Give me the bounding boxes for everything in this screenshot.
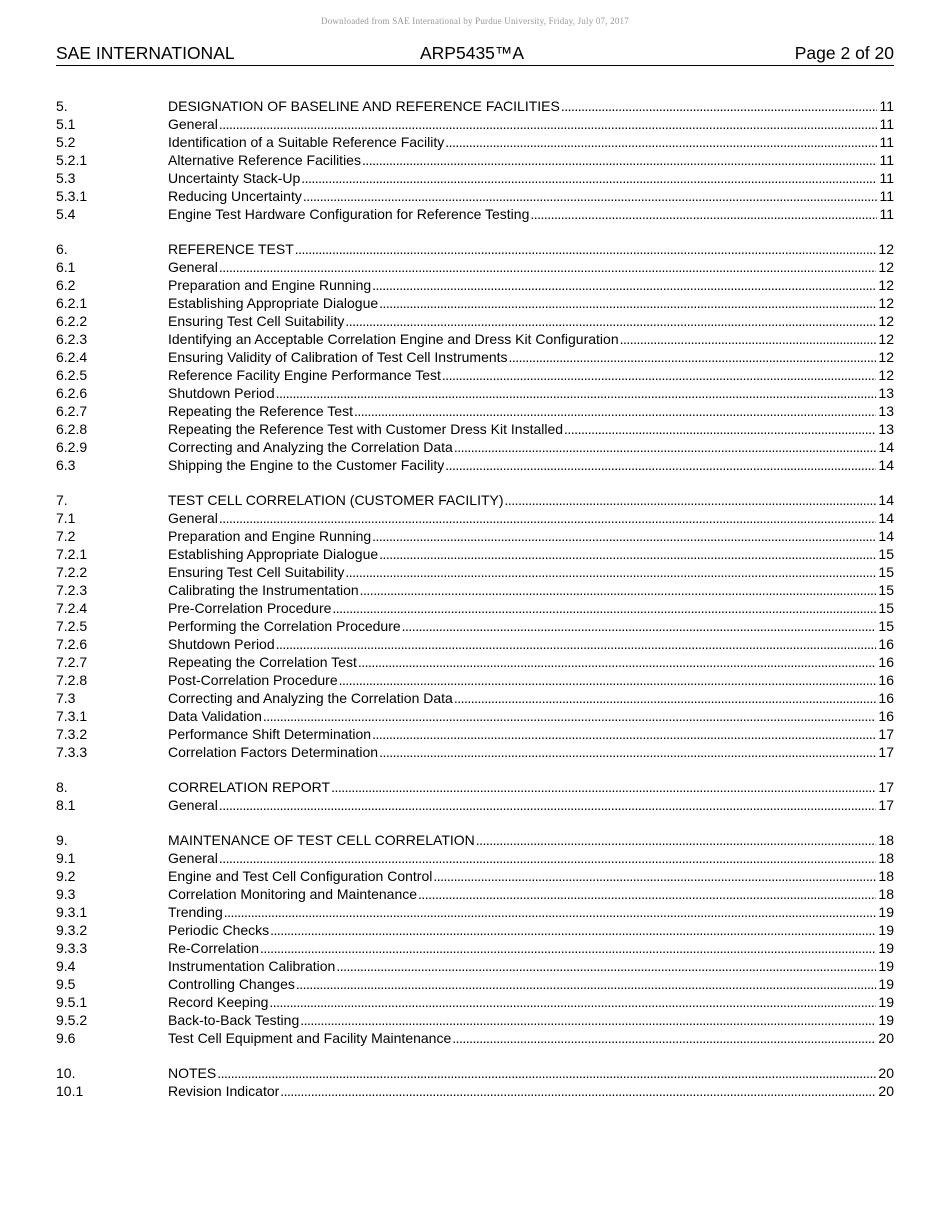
- toc-entry-title: Identification of a Suitable Reference Facility: [168, 134, 445, 150]
- toc-dot-leader: [362, 151, 877, 169]
- download-watermark: Downloaded from SAE International by Purdue University, Friday, July 07, 2017: [321, 16, 629, 26]
- toc-entry-title: Data Validation: [168, 708, 262, 724]
- toc-entry[interactable]: [56, 867, 894, 885]
- toc-entry-number: 6.1: [56, 259, 76, 275]
- toc-dot-leader: [402, 617, 877, 635]
- toc-entry-number: 9.3.1: [56, 904, 88, 920]
- toc-entry-page: 14: [878, 492, 894, 508]
- toc-entry-page: 17: [878, 744, 894, 760]
- toc-entry-number: 7.1: [56, 510, 76, 526]
- toc-entry-number: 6.: [56, 241, 68, 257]
- toc-entry-page: 16: [878, 708, 894, 724]
- toc-entry-page: 11: [879, 98, 894, 114]
- toc-entry-page: 13: [878, 421, 894, 437]
- toc-entry-title: Ensuring Test Cell Suitability: [168, 564, 345, 580]
- toc-entry-number: 7.2.2: [56, 564, 88, 580]
- toc-entry[interactable]: [56, 312, 894, 330]
- toc-entry-title: General: [168, 797, 218, 813]
- toc-entry-title: Correlation Monitoring and Maintenance: [168, 886, 418, 902]
- toc-entry-title: Periodic Checks: [168, 922, 270, 938]
- toc-dot-leader: [296, 975, 877, 993]
- toc-entry-page: 14: [878, 510, 894, 526]
- toc-entry[interactable]: [56, 97, 894, 115]
- toc-entry-page: 20: [878, 1065, 894, 1081]
- toc-entry[interactable]: [56, 993, 894, 1011]
- toc-entry-number: 9.5: [56, 976, 76, 992]
- toc-entry[interactable]: [56, 527, 894, 545]
- toc-entry-title: General: [168, 259, 218, 275]
- toc-section: [56, 778, 894, 814]
- toc-entry-number: 5.4: [56, 206, 76, 222]
- toc-dot-leader: [561, 97, 878, 115]
- toc-entry[interactable]: [56, 581, 894, 599]
- toc-section: [56, 240, 894, 474]
- toc-entry-page: 11: [879, 116, 894, 132]
- toc-dot-leader: [360, 581, 877, 599]
- toc-entry-number: 6.2.1: [56, 295, 88, 311]
- toc-entry[interactable]: [56, 903, 894, 921]
- toc-dot-leader: [379, 743, 876, 761]
- toc-entry-number: 9.6: [56, 1030, 76, 1046]
- toc-entry[interactable]: [56, 689, 894, 707]
- toc-entry-page: 11: [879, 170, 894, 186]
- toc-entry[interactable]: [56, 599, 894, 617]
- toc-entry-page: 19: [878, 976, 894, 992]
- toc-entry-page: 11: [879, 152, 894, 168]
- toc-entry-page: 20: [878, 1030, 894, 1046]
- toc-dot-leader: [219, 509, 877, 527]
- toc-entry-title: Test Cell Equipment and Facility Maintenance: [168, 1030, 452, 1046]
- toc-entry-number: 9.3.3: [56, 940, 88, 956]
- toc-dot-leader: [331, 778, 876, 796]
- toc-dot-leader: [336, 957, 876, 975]
- toc-entry-title: Repeating the Reference Test with Customer Dress Kit Installed: [168, 421, 564, 437]
- toc-entry-page: 19: [878, 1012, 894, 1028]
- toc-section: [56, 97, 894, 223]
- toc-entry-page: 19: [878, 958, 894, 974]
- toc-entry[interactable]: [56, 707, 894, 725]
- toc-dot-leader: [505, 491, 877, 509]
- toc-dot-leader: [620, 330, 877, 348]
- toc-entry-title: General: [168, 510, 218, 526]
- toc-entry-page: 18: [878, 832, 894, 848]
- toc-entry-number: 6.2.4: [56, 349, 88, 365]
- toc-entry[interactable]: [56, 778, 894, 796]
- toc-entry-page: 14: [878, 457, 894, 473]
- toc-entry-page: 15: [878, 582, 894, 598]
- toc-entry-title: Shutdown Period: [168, 385, 275, 401]
- toc-entry-page: 15: [878, 546, 894, 562]
- toc-entry-number: 6.2: [56, 277, 76, 293]
- toc-entry-page: 13: [878, 403, 894, 419]
- toc-entry-page: 15: [878, 600, 894, 616]
- toc-entry[interactable]: [56, 420, 894, 438]
- toc-entry-page: 12: [878, 349, 894, 365]
- toc-entry[interactable]: [56, 1011, 894, 1029]
- toc-entry[interactable]: [56, 957, 894, 975]
- toc-entry-title: Performance Shift Determination: [168, 726, 372, 742]
- toc-entry[interactable]: [56, 115, 894, 133]
- toc-entry-number: 9.5.2: [56, 1012, 88, 1028]
- toc-entry-number: 6.2.6: [56, 385, 88, 401]
- toc-entry-number: 7.2.6: [56, 636, 88, 652]
- toc-entry-number: 9.1: [56, 850, 76, 866]
- toc-entry-title: Correlation Factors Determination: [168, 744, 379, 760]
- toc-section: [56, 831, 894, 1047]
- toc-entry[interactable]: [56, 831, 894, 849]
- toc-entry[interactable]: [56, 635, 894, 653]
- toc-entry-page: 12: [878, 313, 894, 329]
- toc-entry[interactable]: [56, 653, 894, 671]
- toc-entry-number: 7.2.7: [56, 654, 88, 670]
- toc-entry-page: 16: [878, 636, 894, 652]
- toc-entry[interactable]: [56, 294, 894, 312]
- toc-entry[interactable]: [56, 240, 894, 258]
- toc-entry[interactable]: [56, 975, 894, 993]
- header-doc-id: ARP5435™A: [420, 43, 525, 63]
- toc-dot-leader: [379, 545, 876, 563]
- toc-entry[interactable]: [56, 563, 894, 581]
- toc-entry-title: Uncertainty Stack-Up: [168, 170, 301, 186]
- toc-entry-number: 6.2.9: [56, 439, 88, 455]
- toc-entry[interactable]: [56, 1029, 894, 1047]
- toc-entry-title: Correcting and Analyzing the Correlation Data: [168, 439, 453, 455]
- toc-dot-leader: [452, 1029, 876, 1047]
- toc-entry-page: 16: [878, 690, 894, 706]
- toc-entry-number: 7.2: [56, 528, 76, 544]
- toc-entry-page: 12: [878, 259, 894, 275]
- toc-entry-title: Pre-Correlation Procedure: [168, 600, 332, 616]
- toc-entry-page: 15: [878, 564, 894, 580]
- toc-dot-leader: [219, 258, 877, 276]
- toc-entry-number: 10.1: [56, 1083, 84, 1099]
- toc-dot-leader: [263, 707, 877, 725]
- toc-entry[interactable]: [56, 796, 894, 814]
- toc-entry-number: 7.3.3: [56, 744, 88, 760]
- toc-dot-leader: [372, 725, 876, 743]
- toc-entry-number: 7.2.4: [56, 600, 88, 616]
- toc-entry-number: 9.3.2: [56, 922, 88, 938]
- toc-dot-leader: [358, 653, 877, 671]
- toc-entry-title: Calibrating the Instrumentation: [168, 582, 359, 598]
- toc-entry-page: 19: [878, 940, 894, 956]
- toc-entry-title: CORRELATION REPORT: [168, 779, 331, 795]
- toc-entry-number: 5.3.1: [56, 188, 88, 204]
- toc-entry-number: 6.3: [56, 457, 76, 473]
- toc-entry-page: 14: [878, 439, 894, 455]
- toc-dot-leader: [276, 635, 877, 653]
- toc-entry-title: Correcting and Analyzing the Correlation Data: [168, 690, 453, 706]
- toc-entry-title: Repeating the Reference Test: [168, 403, 353, 419]
- toc-entry[interactable]: [56, 187, 894, 205]
- toc-entry-number: 5.3: [56, 170, 76, 186]
- toc-entry-title: Controlling Changes: [168, 976, 295, 992]
- toc-entry-title: Re-Correlation: [168, 940, 260, 956]
- toc-entry-page: 17: [878, 726, 894, 742]
- toc-entry-page: 20: [878, 1083, 894, 1099]
- toc-entry[interactable]: [56, 151, 894, 169]
- toc-entry-page: 17: [878, 797, 894, 813]
- toc-entry-number: 8.: [56, 779, 68, 795]
- toc-entry-number: 6.2.7: [56, 403, 88, 419]
- toc-entry-title: Preparation and Engine Running: [168, 528, 372, 544]
- toc-entry-number: 9.2: [56, 868, 76, 884]
- toc-section: [56, 1064, 894, 1100]
- toc-dot-leader: [280, 1082, 876, 1100]
- toc-dot-leader: [509, 348, 877, 366]
- toc-entry-page: 13: [878, 385, 894, 401]
- toc-entry[interactable]: [56, 617, 894, 635]
- toc-entry-page: 12: [878, 295, 894, 311]
- toc-dot-leader: [217, 1064, 876, 1082]
- toc-entry-number: 7.2.1: [56, 546, 88, 562]
- toc-entry-title: Identifying an Acceptable Correlation Engine and Dress Kit Configuration: [168, 331, 619, 347]
- toc-entry-page: 17: [878, 779, 894, 795]
- toc-entry-title: Preparation and Engine Running: [168, 277, 372, 293]
- toc-entry-number: 6.2.5: [56, 367, 88, 383]
- toc-entry-title: Engine and Test Cell Configuration Control: [168, 868, 433, 884]
- toc-entry-page: 12: [878, 367, 894, 383]
- toc-entry-title: Reducing Uncertainty: [168, 188, 302, 204]
- toc-entry-title: Alternative Reference Facilities: [168, 152, 361, 168]
- toc-entry-title: DESIGNATION OF BASELINE AND REFERENCE FACILITIES: [168, 98, 560, 114]
- toc-entry-page: 19: [878, 994, 894, 1010]
- toc-entry[interactable]: [56, 366, 894, 384]
- toc-entry-page: 11: [879, 206, 894, 222]
- toc-entry-page: 14: [878, 528, 894, 544]
- toc-dot-leader: [372, 276, 876, 294]
- toc-entry[interactable]: [56, 885, 894, 903]
- toc-dot-leader: [418, 885, 876, 903]
- toc-entry-page: 16: [878, 654, 894, 670]
- toc-entry-page: 11: [879, 188, 894, 204]
- toc-entry[interactable]: [56, 725, 894, 743]
- toc-dot-leader: [476, 831, 877, 849]
- toc-entry[interactable]: [56, 348, 894, 366]
- toc-dot-leader: [219, 849, 877, 867]
- header-org: SAE INTERNATIONAL: [56, 43, 235, 63]
- toc-entry-number: 5.2.1: [56, 152, 88, 168]
- toc-entry-title: Ensuring Validity of Calibration of Test Cell Instruments: [168, 349, 508, 365]
- toc-entry-number: 5.2: [56, 134, 76, 150]
- toc-entry-title: Ensuring Test Cell Suitability: [168, 313, 345, 329]
- toc-entry-title: REFERENCE TEST: [168, 241, 294, 257]
- toc-entry-title: Revision Indicator: [168, 1083, 280, 1099]
- toc-entry[interactable]: [56, 545, 894, 563]
- toc-entry-page: 12: [878, 241, 894, 257]
- toc-entry[interactable]: [56, 384, 894, 402]
- header-page-label: Page 2 of 20: [794, 43, 894, 63]
- toc-dot-leader: [445, 133, 877, 151]
- toc-entry-page: 18: [878, 850, 894, 866]
- toc-entry-title: Establishing Appropriate Dialogue: [168, 546, 379, 562]
- toc-entry-title: Record Keeping: [168, 994, 269, 1010]
- toc-entry-number: 9.5.1: [56, 994, 88, 1010]
- toc-dot-leader: [445, 456, 876, 474]
- toc-entry-number: 7.: [56, 492, 68, 508]
- toc-dot-leader: [301, 169, 877, 187]
- toc-entry-number: 7.3: [56, 690, 76, 706]
- toc-entry-title: General: [168, 116, 218, 132]
- toc-entry[interactable]: [56, 1064, 894, 1082]
- toc-dot-leader: [219, 115, 878, 133]
- toc-entry-number: 7.2.5: [56, 618, 88, 634]
- toc-dot-leader: [530, 205, 877, 223]
- toc-entry[interactable]: [56, 849, 894, 867]
- toc-dot-leader: [339, 671, 877, 689]
- toc-dot-leader: [345, 312, 876, 330]
- toc-entry-page: 12: [878, 331, 894, 347]
- toc-entry-number: 9.4: [56, 958, 76, 974]
- toc-dot-leader: [224, 903, 877, 921]
- toc-dot-leader: [454, 438, 877, 456]
- toc-dot-leader: [270, 921, 876, 939]
- toc-entry[interactable]: [56, 743, 894, 761]
- toc-entry[interactable]: [56, 491, 894, 509]
- toc-entry-page: 15: [878, 618, 894, 634]
- toc-entry-page: 18: [878, 868, 894, 884]
- toc-entry-number: 9.3: [56, 886, 76, 902]
- toc-dot-leader: [345, 563, 876, 581]
- toc-entry-title: Post-Correlation Procedure: [168, 672, 338, 688]
- toc-dot-leader: [269, 993, 876, 1011]
- toc-entry[interactable]: [56, 438, 894, 456]
- toc-dot-leader: [295, 240, 877, 258]
- toc-entry[interactable]: [56, 939, 894, 957]
- toc-dot-leader: [303, 187, 878, 205]
- toc-dot-leader: [379, 294, 876, 312]
- toc-entry-number: 9.: [56, 832, 68, 848]
- toc-entry-page: 11: [879, 134, 894, 150]
- toc-dot-leader: [354, 402, 876, 420]
- toc-entry-title: Shipping the Engine to the Customer Facility: [168, 457, 445, 473]
- toc-entry[interactable]: [56, 330, 894, 348]
- toc-entry[interactable]: [56, 276, 894, 294]
- toc-entry[interactable]: [56, 509, 894, 527]
- toc-entry-title: Instrumentation Calibration: [168, 958, 336, 974]
- toc-entry-number: 6.2.3: [56, 331, 88, 347]
- page-header: [56, 43, 894, 66]
- toc-entry-number: 6.2.2: [56, 313, 88, 329]
- toc-section: [56, 491, 894, 761]
- toc-entry-number: 10.: [56, 1065, 76, 1081]
- toc-entry[interactable]: [56, 258, 894, 276]
- toc-entry-number: 7.3.2: [56, 726, 88, 742]
- toc-dot-leader: [454, 689, 877, 707]
- table-of-contents: [56, 97, 894, 1117]
- toc-entry-number: 7.2.3: [56, 582, 88, 598]
- toc-entry-number: 5.: [56, 98, 68, 114]
- toc-entry[interactable]: [56, 1082, 894, 1100]
- toc-entry[interactable]: [56, 205, 894, 223]
- toc-entry[interactable]: [56, 921, 894, 939]
- toc-entry-number: 7.2.8: [56, 672, 88, 688]
- toc-entry[interactable]: [56, 456, 894, 474]
- toc-entry-page: 18: [878, 886, 894, 902]
- toc-entry-title: TEST CELL CORRELATION (CUSTOMER FACILITY): [168, 492, 504, 508]
- toc-dot-leader: [260, 939, 876, 957]
- toc-entry[interactable]: [56, 671, 894, 689]
- toc-dot-leader: [332, 599, 876, 617]
- toc-entry-title: Establishing Appropriate Dialogue: [168, 295, 379, 311]
- toc-entry-number: 6.2.8: [56, 421, 88, 437]
- toc-dot-leader: [442, 366, 877, 384]
- toc-entry-title: MAINTENANCE OF TEST CELL CORRELATION: [168, 832, 475, 848]
- toc-dot-leader: [219, 796, 877, 814]
- toc-entry-number: 8.1: [56, 797, 76, 813]
- toc-entry[interactable]: [56, 133, 894, 151]
- toc-entry-number: 7.3.1: [56, 708, 88, 724]
- toc-entry-page: 19: [878, 922, 894, 938]
- toc-dot-leader: [276, 384, 877, 402]
- toc-entry-title: Engine Test Hardware Configuration for Reference Testing: [168, 206, 530, 222]
- toc-dot-leader: [564, 420, 876, 438]
- toc-entry-number: 5.1: [56, 116, 76, 132]
- toc-entry-title: Performing the Correlation Procedure: [168, 618, 401, 634]
- toc-entry-page: 12: [878, 277, 894, 293]
- toc-entry-title: Back-to-Back Testing: [168, 1012, 300, 1028]
- toc-entry-title: Reference Facility Engine Performance Test: [168, 367, 441, 383]
- toc-entry-page: 16: [878, 672, 894, 688]
- toc-entry-title: Repeating the Correlation Test: [168, 654, 357, 670]
- toc-entry-title: Shutdown Period: [168, 636, 275, 652]
- toc-entry-title: NOTES: [168, 1065, 217, 1081]
- toc-dot-leader: [372, 527, 876, 545]
- toc-dot-leader: [300, 1011, 876, 1029]
- toc-dot-leader: [433, 867, 876, 885]
- toc-entry[interactable]: [56, 169, 894, 187]
- toc-entry-title: General: [168, 850, 218, 866]
- toc-entry-title: Trending: [168, 904, 223, 920]
- toc-entry-page: 19: [878, 904, 894, 920]
- toc-entry[interactable]: [56, 402, 894, 420]
